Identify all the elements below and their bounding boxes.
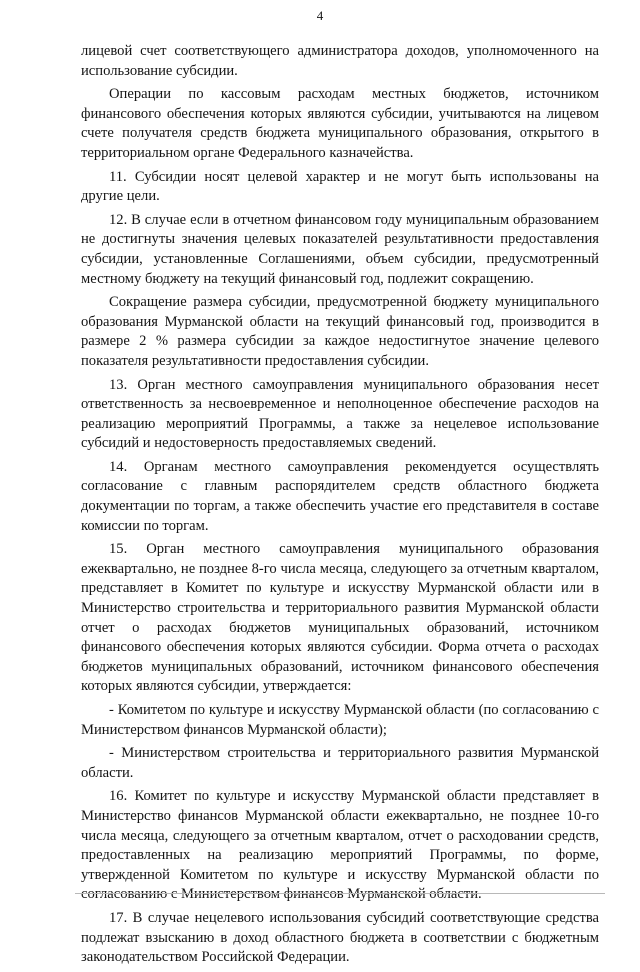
list-item-ministry: - Министерством строительства и территориального развития Мурманской области. — [81, 745, 599, 781]
footer-divider — [75, 893, 605, 894]
paragraph-11: 11. Субсидии носят целевой характер и не могут быть использованы на другие цели. — [81, 168, 599, 205]
paragraph-continuation: лицевой счет соответствующего администратора доходов, уполномоченного на использование субсидии. — [81, 43, 599, 79]
paragraph-14: 14. Органам местного самоуправления рекомендуется осуществлять согласование с главным распорядителем средств областного бюджета документации по торгам, а также обеспечить участие его представителя в составе комиссии по торгам. — [81, 458, 599, 534]
paragraph-cash-operations: Операции по кассовым расходам местных бюджетов, источником финансового обеспечения которых являются субсидии, учитываются на лицевом счете получателя средств бюджета муниципального образования, открытого в территориальном органе Федерального казначейства. — [81, 86, 599, 161]
paragraph-16: 16. Комитет по культуре и искусству Мурманской области представляет в Министерство финансов Мурманской области ежеквартально, не позднее 10-го числа месяца, следующего за отчетным кварталом, отчет о расходовании средств, предоставленных на реализацию мероприятий Программы, по форме, утвержденной Комитетом по культуре и искусству Мурманской области по согласованию с Министерством финансов Мурманской области. — [81, 788, 599, 903]
paragraph-15: 15. Орган местного самоуправления муниципального образования ежеквартально, не позднее 8-го числа месяца, следующего за отчетным кварталом, представляет в Комитет по культуре и искусству Мурманской области или в Министерство строительства и территориального развития Мурманской области отчет о расходах бюджетов муниципальных образований, источником финансового обеспечения которых являются субсидии. Форма отчета о расходах бюджетов муниципальных образований, источником финансового обеспечения которых являются субсидии, утверждается: — [81, 541, 599, 695]
list-item-committee: - Комитетом по культуре и искусству Мурманской области (по согласованию с Министерством финансов Мурманской области); — [81, 702, 599, 738]
paragraph-reduction: Сокращение размера субсидии, предусмотренной бюджету муниципального образования Мурманской области на текущий финансовый год, производится в размере 2 % размера субсидии за каждое недостигнутое значение целевого показателя результативности предоставления субсидии. — [81, 294, 599, 369]
paragraph-12: 12. В случае если в отчетном финансовом году муниципальным образованием не достигнуты значения целевых показателей результативности предоставления субсидии, установленные Соглашениями, объем субсидии, предусмотренный местному бюджету на текущий финансовый год, подлежит сокращению. — [81, 211, 599, 287]
paragraph-17: 17. В случае нецелевого использования субсидий соответствующие средства подлежат взысканию в доход областного бюджета в соответствии с бюджетным законодательством Российской Федерации. — [81, 909, 599, 966]
document-body — [81, 42, 599, 972]
page-number: 4 — [316, 8, 324, 23]
paragraph-13: 13. Орган местного самоуправления муниципального образования несет ответственность за несвоевременное и неполноценное обеспечение расходов на реализацию мероприятий Программы, а также за нецелевое использование субсидий и недостоверность предоставляемых сведений. — [81, 376, 599, 452]
